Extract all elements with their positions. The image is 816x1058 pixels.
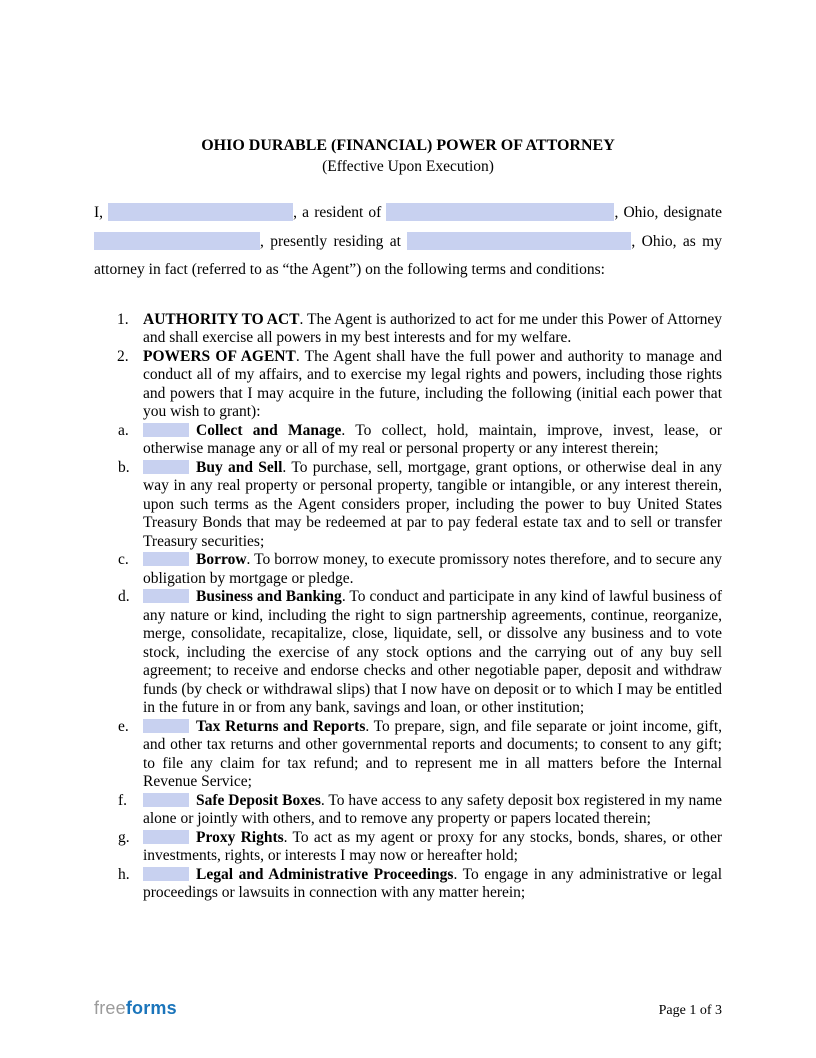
power-item-collect-and-manage (94, 422, 722, 459)
power-heading: Business and Banking (196, 588, 342, 605)
initials-field-business-and-banking[interactable] (143, 589, 189, 603)
power-body (143, 718, 722, 792)
initials-field-borrow[interactable] (143, 552, 189, 566)
power-body (143, 792, 722, 829)
page-footer (94, 998, 722, 1019)
power-letter: d. (118, 588, 130, 605)
power-text: . To engage in any administrative or legal proceedings or lawsuits in connection with any matter herein; (143, 865, 722, 901)
power-text: . To conduct and participate in any kind of lawful business of any nature or kind, including the right to sign partnership agreements, continue, reorganize, merge, consolidate, recapitalize, close, liquidate, sell, or dissolve any business and to vote stock, including the exercise of any stock options and the carrying out of any buy sell agreement; to receive and endorse checks and other negotiable paper, deposit and withdraw funds (by check or withdrawal slips) that I now have on deposit or to which I may be entitled in the future in or from any bank, savings and loan, or other institution; (143, 588, 723, 716)
section-body (143, 348, 722, 422)
power-item-tax-returns-and-reports (94, 718, 722, 792)
power-item-proxy-rights (94, 829, 722, 866)
page-number: Page 1 of 3 (658, 1003, 722, 1018)
power-body (143, 588, 722, 718)
section-body (143, 311, 722, 348)
power-letter: f. (118, 791, 128, 809)
terms-list (94, 311, 722, 903)
initials-field-safe-deposit-boxes[interactable] (143, 793, 189, 807)
logo-text-free: free (94, 998, 126, 1018)
section-powers-of-agent (94, 348, 722, 422)
document-header (94, 137, 722, 176)
principal-residence-field[interactable] (386, 203, 614, 221)
section-text: . The Agent shall have the full power and authority to manage and conduct all of my affairs, and to exercise my legal rights and powers, including those rights and powers that I may acquire in the future, including the following (initial each power that you wish to grant): (143, 347, 722, 420)
power-text: . To collect, hold, maintain, improve, invest, lease, or otherwise manage any or all of my real or personal property or any interest therein; (143, 421, 722, 457)
intro-text-after-agent-name: , presently residing at (260, 232, 408, 250)
section-heading: AUTHORITY TO ACT (143, 310, 300, 328)
power-heading: Legal and Administrative Proceedings (196, 865, 454, 883)
power-letter: e. (118, 717, 129, 735)
power-letter: g. (118, 828, 130, 846)
power-heading: Safe Deposit Boxes (196, 791, 321, 809)
document-page (94, 0, 722, 903)
power-body (143, 866, 722, 903)
power-item-legal-and-administrative-proceedings (94, 866, 722, 903)
initials-field-tax-returns-and-reports[interactable] (143, 719, 189, 733)
power-text: . To borrow money, to execute promissory notes therefore, and to secure any obligation by mortgage or pledge. (143, 551, 722, 587)
section-text: . The Agent is authorized to act for me under this Power of Attorney and shall exercise all powers in my best interests and for my welfare. (143, 310, 723, 346)
power-text: . To act as my agent or proxy for any stocks, bonds, shares, or other investments, rights, or interests I may now or hereafter hold; (143, 828, 722, 864)
initials-field-buy-and-sell[interactable] (143, 460, 189, 474)
power-item-borrow (94, 551, 722, 588)
power-body (143, 459, 722, 552)
power-heading: Collect and Manage (196, 421, 342, 439)
power-text: . To prepare, sign, and file separate or joint income, gift, and other tax returns and other governmental reports and documents; to consent to any gift; to file any claim for tax refund; and to represent me in all matters before the Internal Revenue Service; (143, 717, 722, 790)
intro-text-after-name: , a resident of (293, 204, 387, 221)
power-heading: Buy and Sell (196, 458, 283, 476)
intro-tail-text: , Ohio, as my attorney in fact (referred to as “the Agent”) on the following terms and conditions: (94, 232, 722, 278)
document-title: OHIO DURABLE (FINANCIAL) POWER OF ATTORNEY (201, 137, 615, 154)
power-text: . To purchase, sell, mortgage, grant options, or otherwise deal in any way in any real property or personal property, tangible or intangible, or any interest therein, upon such terms as the Agent considers proper, including the power to buy United States Treasury Bonds that may be redeemed at par to pay federal estate tax and to sell or transfer Treasury securities; (143, 458, 723, 550)
power-letter: a. (118, 421, 129, 439)
intro-paragraph (94, 199, 722, 285)
power-body (143, 551, 722, 588)
power-heading: Tax Returns and Reports (196, 717, 366, 735)
power-text: . To have access to any safety deposit box registered in my name alone or jointly with others, and to remove any property or papers located therein; (143, 791, 723, 827)
power-letter: c. (118, 551, 129, 568)
initials-field-legal-and-administrative-proceedings[interactable] (143, 867, 189, 881)
initials-field-collect-and-manage[interactable] (143, 423, 189, 437)
power-item-safe-deposit-boxes (94, 792, 722, 829)
intro-text-after-residence: , Ohio, designate (614, 204, 722, 221)
power-item-business-and-banking (94, 588, 722, 718)
intro-lead-text: I, (94, 204, 109, 221)
principal-name-field[interactable] (108, 203, 293, 221)
power-letter: b. (118, 458, 130, 476)
document-subtitle: (Effective Upon Execution) (322, 158, 494, 175)
power-item-buy-and-sell (94, 459, 722, 552)
power-body (143, 422, 722, 459)
section-heading: POWERS OF AGENT (143, 347, 296, 365)
power-body (143, 829, 722, 866)
agent-name-field[interactable] (94, 232, 260, 250)
section-number: 2. (117, 347, 129, 365)
freeforms-logo (94, 998, 177, 1019)
section-number: 1. (117, 310, 129, 328)
power-heading: Borrow (196, 551, 247, 568)
power-letter: h. (118, 865, 130, 883)
initials-field-proxy-rights[interactable] (143, 830, 189, 844)
logo-text-forms: forms (125, 998, 177, 1018)
section-authority-to-act (94, 311, 722, 348)
agent-address-field[interactable] (407, 232, 631, 250)
power-heading: Proxy Rights (196, 828, 284, 846)
